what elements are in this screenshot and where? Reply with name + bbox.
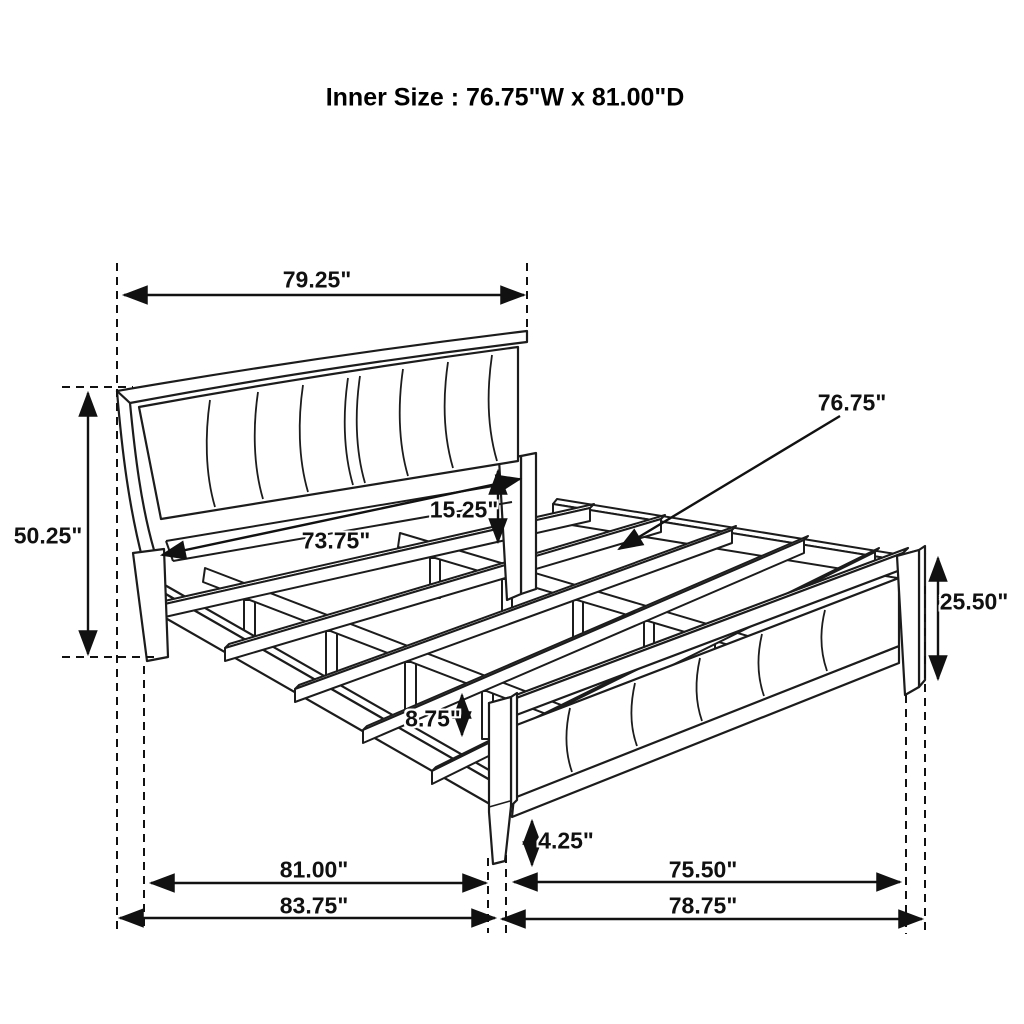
dim-footboard-outer-label: 78.75"	[668, 892, 738, 919]
dim-headboard-rail-gap-label: 15.25"	[429, 496, 499, 523]
dim-side-rail-outer-label: 83.75"	[279, 892, 349, 919]
dim-headboard-height-label: 50.25"	[13, 522, 83, 549]
dim-side-rail-inner-label: 81.00"	[279, 856, 349, 883]
dim-slat-length-label: 76.75"	[817, 389, 887, 416]
dim-footboard-inner-label: 75.50"	[668, 856, 738, 883]
dim-headboard-panel-width-label: 73.75"	[301, 527, 371, 554]
footboard-far-post	[897, 546, 925, 695]
dim-center-leg-height-label: 8.75"	[405, 705, 461, 732]
headboard-left-leg	[133, 549, 168, 661]
dim-footboard-height-label: 25.50"	[939, 588, 1009, 615]
diagram-title: Inner Size : 76.75"W x 81.00"D	[325, 83, 685, 112]
headboard-panel	[139, 347, 518, 519]
dim-footboard-leg-height-label: 4.25"	[538, 827, 594, 854]
footboard-near-post	[489, 693, 517, 864]
dim-headboard-width-label: 79.25"	[282, 266, 352, 293]
